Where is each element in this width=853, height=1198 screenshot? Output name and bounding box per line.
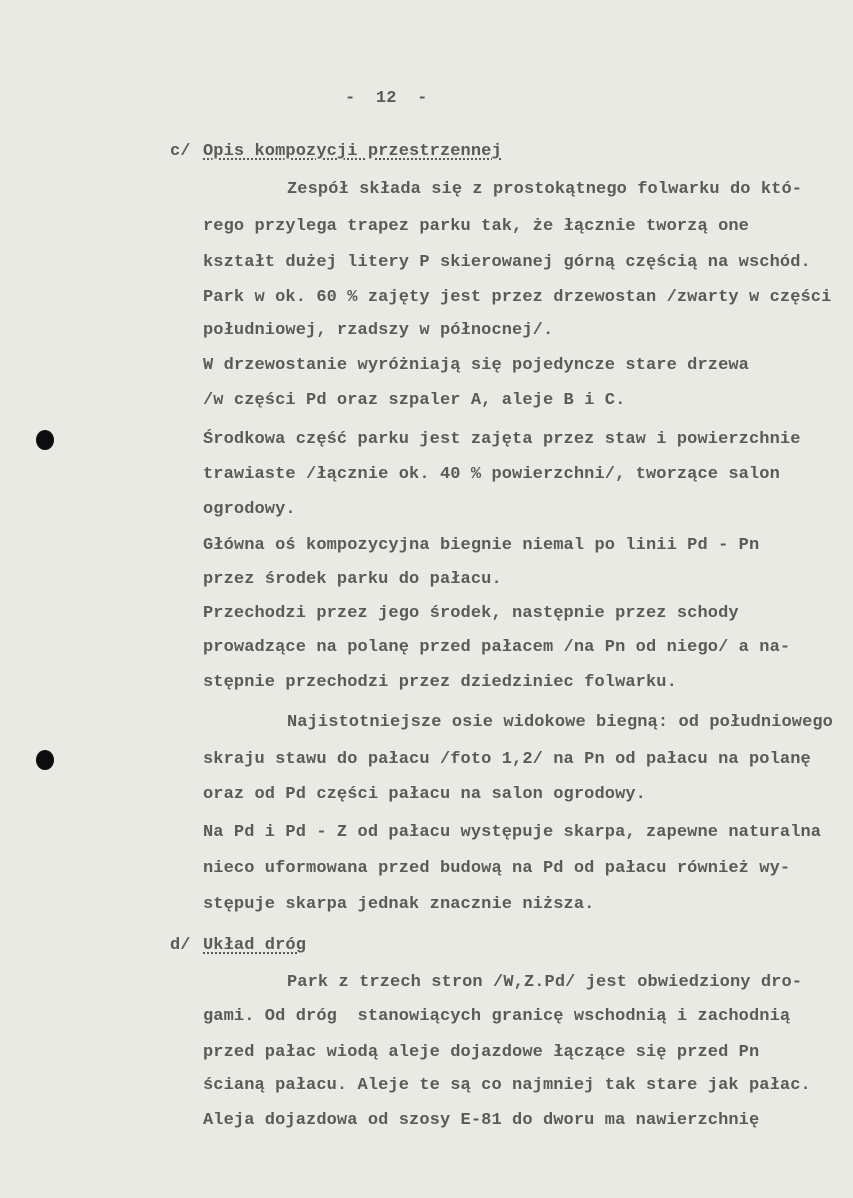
text-line: ogrodowy. — [203, 500, 296, 519]
text-line: Najistotniejsze osie widokowe biegną: od południowego — [287, 713, 833, 732]
text-line: kształt dużej litery P skierowanej górną częścią na wschód. — [203, 253, 811, 272]
text-line: południowej, rzadszy w północnej/. — [203, 321, 554, 340]
text-line: skraju stawu do pałacu /foto 1,2/ na Pn od pałacu na polanę — [203, 750, 811, 769]
text-line: przez środek parku do pałacu. — [203, 570, 502, 589]
text-line: trawiaste /łącznie ok. 40 % powierzchni/, tworzące salon — [203, 465, 780, 484]
text-line: stępuje skarpa jednak znacznie niższa. — [203, 895, 595, 914]
section-marker-d: d/ — [170, 936, 191, 955]
text-line: stępnie przechodzi przez dziedziniec folwarku. — [203, 673, 677, 692]
text-line: Zespół składa się z prostokątnego folwarku do któ- — [287, 180, 803, 199]
section-heading-d: Układ dróg — [203, 936, 307, 955]
text-line: oraz od Pd części pałacu na salon ogrodowy. — [203, 785, 646, 804]
text-line: /w części Pd oraz szpaler A, aleje B i C. — [203, 391, 626, 410]
page-number: - 12 - — [345, 89, 428, 108]
text-line: gami. Od dróg stanowiących granicę wschodnią i zachodnią — [203, 1007, 791, 1026]
text-line: prowadzące na polanę przed pałacem /na Pn od niego/ a na- — [203, 638, 791, 657]
text-line: przed pałac wiodą aleje dojazdowe łączące się przed Pn — [203, 1043, 760, 1062]
text-line: rego przylega trapez parku tak, że łącznie tworzą one — [203, 217, 749, 236]
text-line: Główna oś kompozycyjna biegnie niemal po linii Pd - Pn — [203, 536, 760, 555]
text-line: Aleja dojazdowa od szosy E-81 do dworu ma nawierzchnię — [203, 1111, 760, 1130]
text-line: ścianą pałacu. Aleje te są co najmniej tak stare jak pałac. — [203, 1076, 811, 1095]
section-heading-c: Opis kompozycji przestrzennej — [203, 142, 502, 161]
text-line: nieco uformowana przed budową na Pd od pałacu również wy- — [203, 859, 791, 878]
section-marker-c: c/ — [170, 142, 191, 161]
punch-hole — [36, 750, 54, 770]
text-line: W drzewostanie wyróżniają się pojedyncze stare drzewa — [203, 356, 749, 375]
punch-hole — [36, 430, 54, 450]
text-line: Park z trzech stron /W,Z.Pd/ jest obwiedziony dro- — [287, 973, 803, 992]
text-line: Środkowa część parku jest zajęta przez staw i powierzchnie — [203, 430, 801, 449]
text-line: Na Pd i Pd - Z od pałacu występuje skarpa, zapewne naturalna — [203, 823, 822, 842]
text-line: Park w ok. 60 % zajęty jest przez drzewostan /zwarty w części — [203, 288, 832, 307]
text-line: Przechodzi przez jego środek, następnie przez schody — [203, 604, 739, 623]
